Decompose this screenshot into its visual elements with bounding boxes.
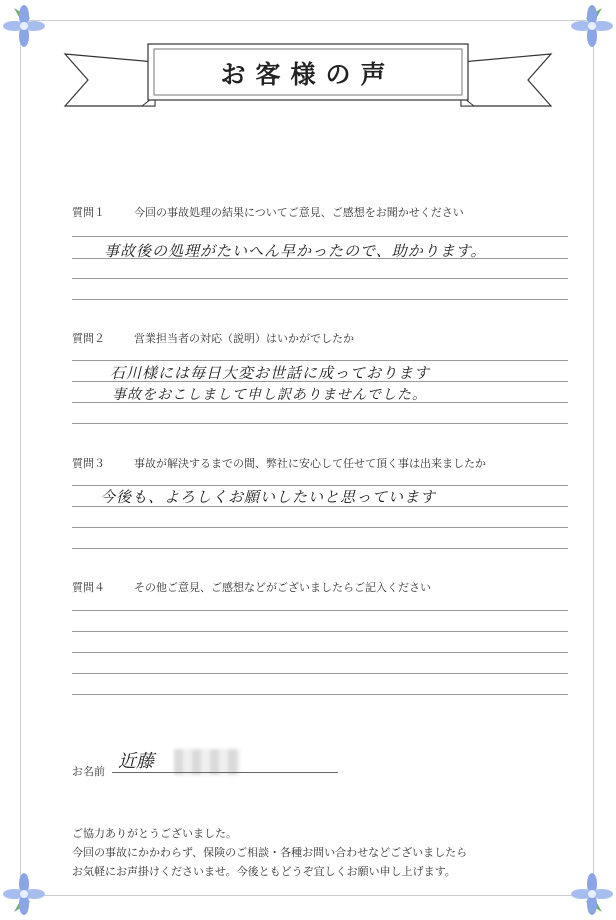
answer-rule [72, 423, 568, 424]
question-1 [72, 204, 464, 220]
question-2-text: 営業担当者の対応（説明）はいかがでしたか [134, 332, 354, 345]
answer-rule [72, 485, 568, 486]
question-4-label: 質問４ [72, 581, 105, 594]
answer-rule [72, 236, 568, 237]
answer-rule [72, 381, 568, 382]
closing-line-1: ご協力ありがとうございました。 [72, 827, 237, 840]
question-2-label: 質問２ [72, 332, 105, 345]
answer-2-line-2: 事故をおこしまして申し訳ありませんでした。 [112, 387, 427, 403]
question-4 [72, 579, 431, 595]
question-2 [72, 330, 354, 346]
name-label: お名前 [72, 765, 105, 778]
answer-rule [72, 631, 568, 632]
answer-rule [72, 299, 568, 300]
question-1-text: 今回の事故処理の結果についてご意見、ご感想をお聞かせください [134, 206, 464, 219]
question-1-label: 質問１ [72, 206, 105, 219]
answer-3-line-1: 今後も、よろしくお願いしたいと思っています [100, 488, 437, 506]
answer-rule [72, 673, 568, 674]
question-3 [72, 455, 486, 471]
answer-rule [72, 652, 568, 653]
answer-2-line-1: 石川様には毎日大変お世話に成っております [110, 364, 431, 382]
flower-decoration-bottom-right [560, 864, 616, 920]
answer-rule [72, 610, 568, 611]
answer-rule [72, 278, 568, 279]
closing-line-3: お気軽にお声掛けくださいませ。今後ともどうぞ宜しくお願い申し上げます。 [72, 865, 456, 878]
flower-decoration-top-left [0, 0, 56, 56]
flower-decoration-top-right [560, 0, 616, 56]
answer-rule [72, 360, 568, 361]
answer-rule [72, 258, 568, 259]
question-4-text: その他ご意見、ご感想などがございましたらご記入ください [134, 581, 431, 594]
answer-rule [72, 527, 568, 528]
answer-rule [72, 694, 568, 695]
answer-rule [72, 506, 568, 507]
answer-rule [72, 402, 568, 403]
flower-decoration-bottom-left [0, 864, 56, 920]
page-title: お客様の声 [220, 60, 396, 89]
closing-line-2: 今回の事故にかかわらず、保険のご相談・各種お問い合わせなどございましたら [72, 846, 468, 859]
question-3-text: 事故が解決するまでの間、弊社に安心して任せて頂く事は出来ましたか [134, 457, 486, 470]
name-underline [112, 772, 338, 773]
name-signature: 近藤 [118, 751, 154, 772]
answer-1-line-1: 事故後の処理がたいへん早かったので、助かります。 [104, 242, 487, 260]
question-3-label: 質問３ [72, 457, 105, 470]
answer-rule [72, 548, 568, 549]
closing-message [72, 824, 467, 881]
